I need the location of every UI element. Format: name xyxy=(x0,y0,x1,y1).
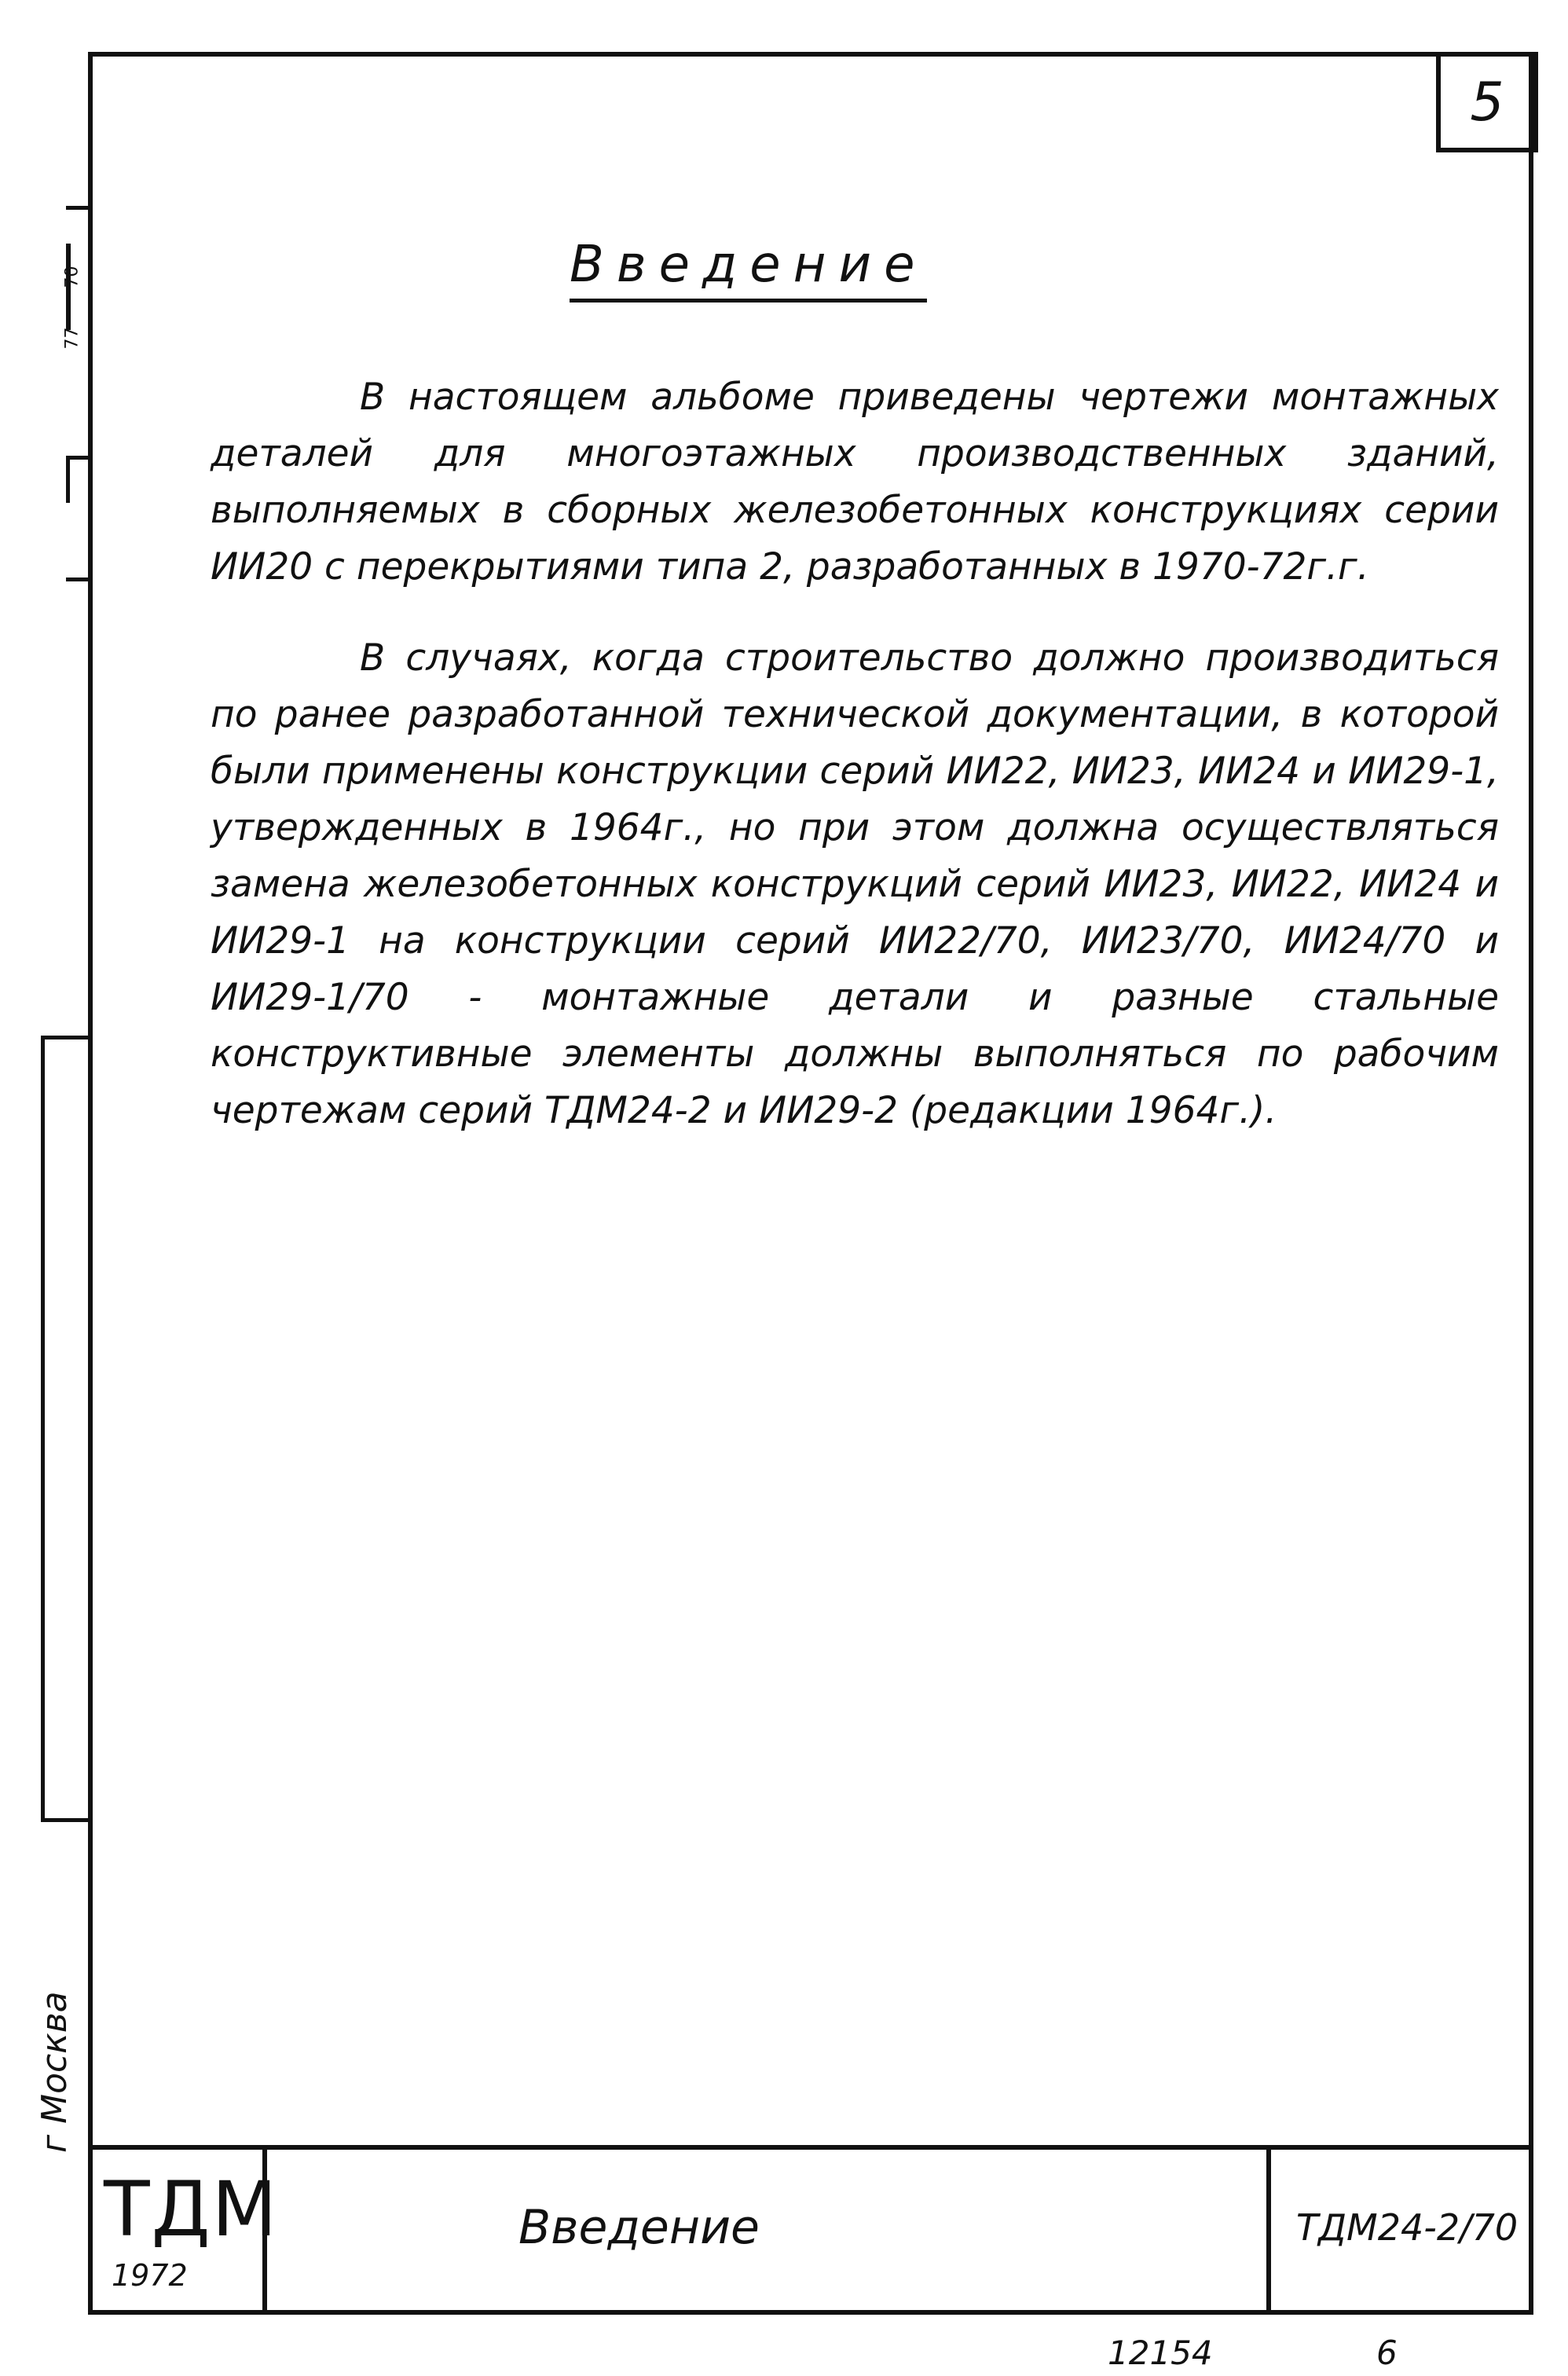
stamp-code: ТДМ24-2/70 xyxy=(1296,2206,1519,2249)
margin-tick xyxy=(66,456,70,503)
margin-tick xyxy=(66,578,88,581)
margin-bracket xyxy=(41,1036,88,1040)
paragraph-intro: В настоящем альбоме приведены чертежи монтажных деталей для многоэтажных производственных зданий, выполняемых в сборных железобетонных конструкциях серии ИИ20 с перекрытиями типа 2, разработанных в 1970-72г.г. xyxy=(211,376,1499,588)
margin-mark-top: 70 xyxy=(62,266,82,288)
title-block xyxy=(88,2145,1533,2315)
stamp-code-cell xyxy=(1266,2150,1529,2315)
stamp-title: Введение xyxy=(518,2200,760,2255)
stamp-org-cell xyxy=(88,2150,279,2315)
page-number: 5 xyxy=(1436,52,1538,152)
footer-sheet-number: 6 xyxy=(1376,2334,1398,2372)
left-margin xyxy=(0,0,88,2376)
margin-bracket xyxy=(41,1036,45,1821)
paragraph-replacement: В случаях, когда строительство должно производиться по ранее разработанной технической документации, в которой были применены конструкции серий ИИ22, ИИ23, ИИ24 и ИИ29-1, утвержденных в 1964г., но при этом должна осуществляться замена железобетонных конструкций серий ИИ23, ИИ22, ИИ24 и ИИ29-1 на конструкции серий ИИ22/70, ИИ23/70, ИИ24/70 и ИИ29-1/70 - монтажные детали и разные стальные конструктивные элементы должны выполняться по рабочим чертежам серий ТДМ24-2 и ИИ29-2 (редакции 1964г.). xyxy=(211,636,1499,1132)
margin-tick xyxy=(66,206,88,210)
margin-city: г Москва xyxy=(35,1991,75,2153)
stamp-year: 1972 xyxy=(112,2258,188,2293)
margin-bracket xyxy=(41,1818,88,1822)
margin-mark-second: 77 xyxy=(62,327,82,350)
org-logo: ТДМ xyxy=(104,2165,279,2253)
page-title: Введение xyxy=(570,236,927,302)
footer-inventory-number: 12154 xyxy=(1108,2334,1213,2372)
document-body xyxy=(211,369,1499,1174)
